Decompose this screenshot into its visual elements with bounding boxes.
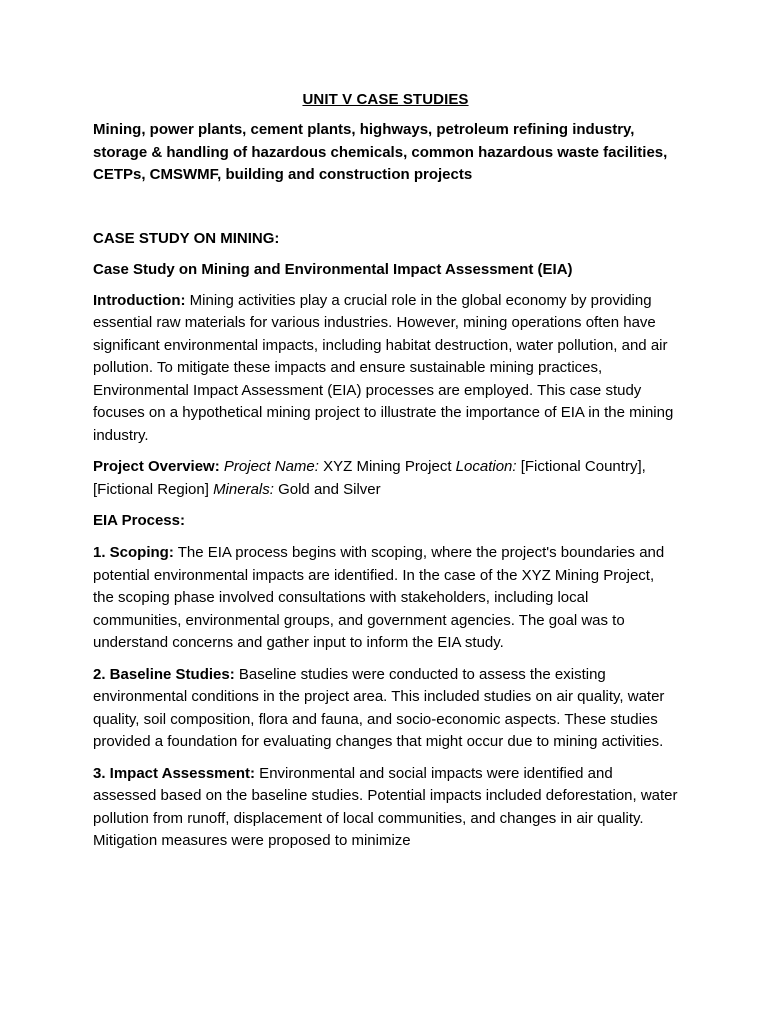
impact-assessment-paragraph xyxy=(93,763,678,853)
scoping-paragraph xyxy=(93,542,678,655)
project-overview-label: Project Overview: xyxy=(93,458,220,475)
baseline-studies-paragraph xyxy=(93,664,678,754)
project-overview-paragraph xyxy=(93,456,678,501)
location-value: [Fictional Country], [Fictional Region] xyxy=(93,458,646,498)
introduction-text: Mining activities play a crucial role in the global economy by providing essential raw materials for various industries. However, mining operations often have significant environmental impacts, including habitat destruction, water pollution, and air pollution. To mitigate these impacts and ensure sustainable mining practices, Environmental Impact Assessment (EIA) processes are employed. This case study focuses on a hypothetical mining project to illustrate the importance of EIA in the mining industry. xyxy=(93,291,674,444)
introduction-paragraph xyxy=(93,290,678,448)
minerals-label: Minerals: xyxy=(213,480,274,498)
scoping-text: The EIA process begins with scoping, where the project's boundaries and potential environmental impacts are identified. In the case of the XYZ Mining Project, the scoping phase involved consultations with stakeholders, including local communities, environmental groups, and government agencies. The goal was to understand concerns and gather input to inform the EIA study. xyxy=(93,544,665,651)
unit-title: UNIT V CASE STUDIES xyxy=(302,91,469,108)
eia-process-heading: EIA Process: xyxy=(93,512,185,529)
case-study-heading: CASE STUDY ON MINING: xyxy=(93,229,280,247)
introduction-label: Introduction: xyxy=(93,291,186,309)
impact-assessment-text: Environmental and social impacts were identified and assessed based on the baseline studies. Potential impacts included deforestation, water pollution from runoff, displacement of local communities, and changes in air quality. Mitigation measures were proposed to minimize xyxy=(93,764,678,849)
case-study-subheading: Case Study on Mining and Environmental Impact Assessment (EIA) xyxy=(93,260,573,278)
impact-assessment-label: 3. Impact Assessment: xyxy=(93,764,256,782)
baseline-studies-label: 2. Baseline Studies: xyxy=(93,665,235,683)
minerals-value: Gold and Silver xyxy=(273,480,381,498)
project-name-label: Project Name: xyxy=(223,458,319,475)
scoping-label: 1. Scoping: xyxy=(93,544,174,561)
baseline-studies-text: Baseline studies were conducted to assess the existing environmental conditions in the project area. This included studies on air quality, water quality, soil composition, flora and fauna, and socio-economic aspects. These studies provided a foundation for evaluating changes that might occur due to mining activities. xyxy=(93,665,665,750)
topics-list: Mining, power plants, cement plants, highways, petroleum refining industry, storage & handling of hazardous chemicals, common hazardous waste facilities, CETPs, CMSWMF, building and construction projects xyxy=(93,121,668,183)
location-label: Location: xyxy=(455,458,517,475)
project-name-value: XYZ Mining Project xyxy=(318,458,456,475)
document-page xyxy=(93,89,678,862)
